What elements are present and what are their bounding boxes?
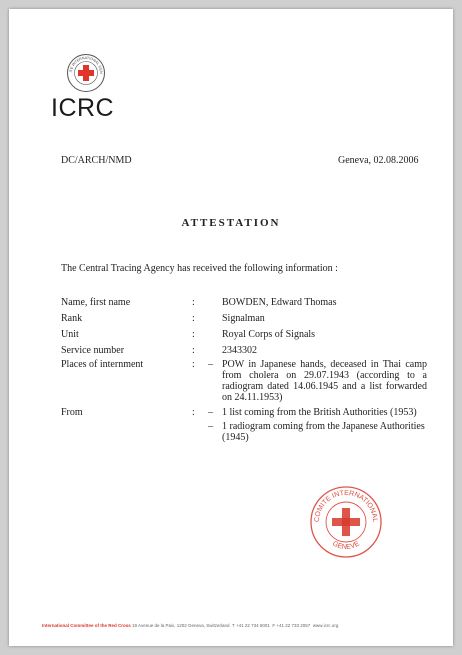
footer-fax: F +41 22 733 2057	[272, 623, 311, 628]
footer-org: International Committee of the Red Cross	[42, 623, 131, 628]
field-colon: :	[192, 313, 195, 324]
field-colon: :	[192, 407, 195, 418]
svg-text:COMITE INTERNATIONAL GENEVE: ITE INTERNATIONAL GEN	[69, 55, 104, 74]
field-value-internment: POW in Japanese hands, deceased in Thai camp from cholera on 29.07.1943 (according to a radiogram dated 14.06.1945 and a list forwarded on 24.11.1953)	[222, 359, 427, 403]
list-dash: –	[208, 407, 213, 418]
intro-text: The Central Tracing Agency has received the following information :	[61, 263, 338, 274]
field-value-rank: Signalman	[222, 313, 265, 324]
document-title: ATTESTATION	[181, 217, 281, 229]
list-dash: –	[208, 421, 213, 432]
footer-web[interactable]: www.icrc.org	[312, 623, 339, 628]
field-value-name: BOWDEN, Edward Thomas	[222, 297, 337, 308]
reference-code: DC/ARCH/NMD	[61, 155, 132, 166]
field-value-unit: Royal Corps of Signals	[222, 329, 316, 340]
footer	[42, 623, 442, 628]
field-colon: :	[192, 329, 195, 340]
icrc-logo-text: ICRC	[51, 94, 115, 122]
field-colon: :	[192, 359, 195, 370]
place-date: Geneva, 02.08.2006	[338, 155, 419, 166]
list-dash: –	[208, 359, 213, 370]
document-page	[9, 9, 453, 646]
field-colon: :	[192, 345, 195, 356]
svg-text:GENEVE: GENEVE	[331, 540, 361, 552]
field-label-service-number: Service number	[61, 345, 125, 356]
icrc-emblem-icon	[66, 53, 106, 93]
icrc-stamp-icon	[309, 485, 383, 559]
field-label-name: Name, first name	[61, 297, 131, 308]
footer-address: 19 Avenue de la Paix, 1202 Geneva, Switzerland	[132, 623, 230, 628]
field-colon: :	[192, 297, 195, 308]
field-value-source: 1 list coming from the British Authorities (1953)	[222, 407, 417, 418]
field-value-source: 1 radiogram coming from the Japanese Authorities (1945)	[222, 421, 425, 443]
field-label-rank: Rank	[61, 313, 83, 324]
footer-tel: T +41 22 734 6001	[232, 623, 270, 628]
field-label-from: From	[61, 407, 83, 418]
field-label-internment: Places of internment	[61, 359, 144, 370]
field-value-service-number: 2343302	[222, 345, 257, 356]
svg-text:COMITE INTERNATIONAL: COMITE INTERNATIONAL	[313, 489, 379, 523]
field-label-unit: Unit	[61, 329, 79, 340]
